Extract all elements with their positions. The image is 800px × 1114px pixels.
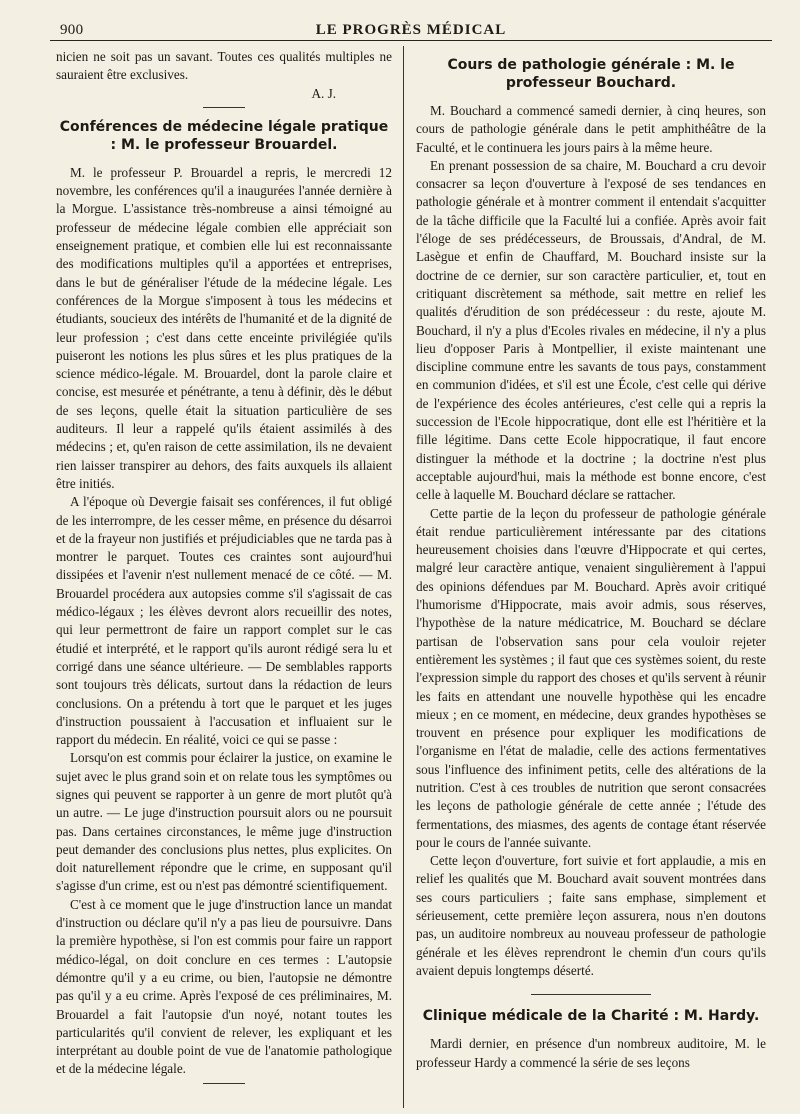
section-separator: [203, 1083, 245, 1084]
paragraph: Cette partie de la leçon du professeur de pathologie générale était rendue particulièrement intéressante par des citations heureusement choisies dans l'œuvre d'Hippocrate et qui certes, malgré leur caractère antique, venaient singulièrement à l'appui des opinions défendues par M. Bouchard. Après avoir critiqué l'humorisme d'Hippocrate, mais avoir admis, sous réserves, l'hypothèse de la nature médicatrice, M. Bouchard se déclare partisan de l'observation sans pour cela vouloir rejeter entièrement les systèmes ; il faut que ces systèmes soient, du reste l'expression simple du rapport des choses et qu'ils servent à réunir les faits en attendant une nouvelle hypothèse qui les encadre mieux ; en ce moment, en médecine, deux grandes hypothèses se trouvent en présence pour expliquer les modifications de l'organisme en l'état de maladie, celle des actions fermentatives sous l'influence des infiniment petits, celle des altérations de la nutrition. C'est à ces troubles de nutrition que seront consacrées les leçons de pathologie générale de cette année ; l'étude des fermentations, des miasmes, des agents de contage étant réservée pour le cours de l'année suivante.: [416, 505, 766, 850]
section-title-hardy: Clinique médicale de la Charité : M. Hardy.: [422, 1008, 760, 1025]
left-column: [56, 48, 392, 1106]
page-number: 900: [60, 22, 84, 38]
intro-line: nicien ne soit pas un savant. Toutes ces qualités multiples ne sauraient être exclusives.: [56, 49, 392, 83]
column-divider: [403, 46, 404, 1108]
section-separator: [203, 107, 245, 108]
section-separator: [531, 994, 651, 995]
paragraph: M. le professeur P. Brouardel a repris, le mercredi 12 novembre, les conférences qu'il a inaugurées l'année dernière à la Morgue. L'assistance très-nombreuse a ainsi témoigné au professeur de médecine légale combien elle appréciait son enseignement pratique, et combien elle lui est reconnaissante des modifications multiples qu'il a apportées et entreprises, dans le but de généraliser l'étude de la médecine légale. Les conférences de la Morgue s'imposent à tous les médecins et étudiants, soucieux des intérêts de l'humanité et de la dignité de leur profession ; c'est dans cette enceinte privilégiée qu'ils puiseront les notions les plus sûres et les plus pratiques de la science médico-légale. M. Brouardel, dont la parole claire et concise, est mesurée et pénétrante, a tenu à définir, dès le début de ses leçons, quelle était la situation particulière de ses auditeurs. Il leur a rappelé qu'ils étaient assimilés à des médecins ; et, qu'en raison de cette assimilation, ils ne devaient rien laisser transpirer au dehors, des faits auxquels ils allaient être initiés.: [56, 164, 392, 491]
right-column: [416, 48, 766, 1106]
paragraph: Mardi dernier, en présence d'un nombreux auditoire, M. le professeur Hardy a commencé la série de ses leçons: [416, 1036, 766, 1070]
paragraph: Lorsqu'on est commis pour éclairer la justice, on examine le sujet avec le plus grand soin et on relate tous les symptômes ou signes qui peuvent se rapporter à un genre de mort plutôt qu'à un autre. — Le juge d'instruction poursuit alors ou ne poursuit pas. Dans certaines circonstances, le même juge d'instruction peut demander des conclusions plus nettes, plus explicites. On doit naturellement répondre que le crime, en supposant qu'il s'agisse d'un crime, est ou n'est pas démontré scientifiquement.: [56, 750, 392, 894]
paragraph: En prenant possession de sa chaire, M. Bouchard a cru devoir consacrer sa leçon d'ouverture à l'exposé de ses tendances en pathologie générale et à montrer comment il entendait s'acquitter de la tâche difficile que la Faculté lui a confiée. Après avoir fait l'éloge de ses prédécesseurs, de Broussais, d'Andral, de M. Lasègue et enfin de Chauffard, M. Bouchard insiste sur la doctrine de ce dernier, sur son caractère particulier, et, tout en critiquant discrètement sa méthode, sait mettre en relief les qualités d'érudition de son prédécesseur : du reste, ajoute M. Bouchard, il n'y a plus d'Ecoles rivales en médecine, il n'y a plus lieu d'opposer Paris à Montpellier, il existe maintenant une discipline commune entre les savants de tous pays, constamment en communion d'idées, et s'il est une École, c'est celle qui dérive de l'expérience des écoles antérieures, c'est celle qui a repris la succession de l'Ecole hippocratique, dont elle est l'héritière et la fille légitime. Dans cette Ecole hippocratique, il faut encore distinguer la méthode et la doctrine ; la doctrine n'est plus acceptable aujourd'hui, mais la méthode est bonne encore, c'est celle à laquelle M. Bouchard déclare se rattacher.: [416, 157, 766, 503]
paragraph: Cette leçon d'ouverture, fort suivie et fort applaudie, a mis en relief les qualités que M. Bouchard avait souvent montrées dans ses cours particuliers ; faite sans emphase, simplement et sérieusement, cette première leçon assurera, nous n'en doutons pas, un auditoire nombreux au nouveau professeur de pathologie générale et les élèves reprendront le chemin d'un cours qu'ils avaient depuis longtemps déserté.: [416, 853, 766, 978]
running-head: [50, 14, 772, 41]
paragraph: M. Bouchard a commencé samedi dernier, à cinq heures, son cours de pathologie générale dans le petit amphithéâtre de la Faculté, et le continuera les jours pairs à la même heure.: [416, 103, 766, 155]
paragraph: C'est à ce moment que le juge d'instruction lance un mandat d'instruction ou déclare qu'il n'y a pas lieu de poursuivre. Dans la première hypothèse, si l'on est commis pour faire un rapport médico-légal, on doit conclure en ces termes : L'autopsie démontre qu'il y a eu crime, ou bien, l'autopsie ne démontre pas qu'il y a eu crime. Après l'exposé de ces préliminaires, M. Brouardel a fait l'autopsie d'un noyé, notant toutes les particularités qu'il convient de relever, les expliquant et les interprétant au double point de vue de l'anatomie pathologique et de la médecine légale.: [56, 896, 392, 1077]
paragraph: A l'époque où Devergie faisait ses conférences, il fut obligé de les interrompre, de les cesser même, en présence du désarroi et de la frayeur non justifiés et préjudiciables que ne tarda pas à montrer le parquet. Toutes ces craintes sont aujourd'hui dissipées et l'avenir n'est nullement menacé de ce côté. — M. Brouardel procédera aux autopsies comme s'il s'agissait de cas médico-légaux ; les élèves devront alors recueillir des notes, qui leur permettront de faire un rapport complet sur le cas étudié et interprété, et le rapport qu'ils auront rédigé sera lu et corrigé dans une séance ultérieure. — De semblables rapports sont toujours très délicats, surtout dans la rédaction de leurs conclusions. On a prétendu à tort que le parquet et les juges d'instruction poussaient à l'accusation et influaient sur le rapport du médecin. En réalité, voici ce qui se passe :: [56, 494, 392, 748]
section-title-brouardel: Conférences de médecine légale pratique : M. le professeur Brouardel.: [59, 118, 389, 153]
journal-title: LE PROGRÈS MÉDICAL: [315, 22, 507, 38]
section-title-bouchard: Cours de pathologie générale : M. le professeur Bouchard.: [447, 57, 735, 91]
signature: A. J.: [311, 85, 336, 101]
